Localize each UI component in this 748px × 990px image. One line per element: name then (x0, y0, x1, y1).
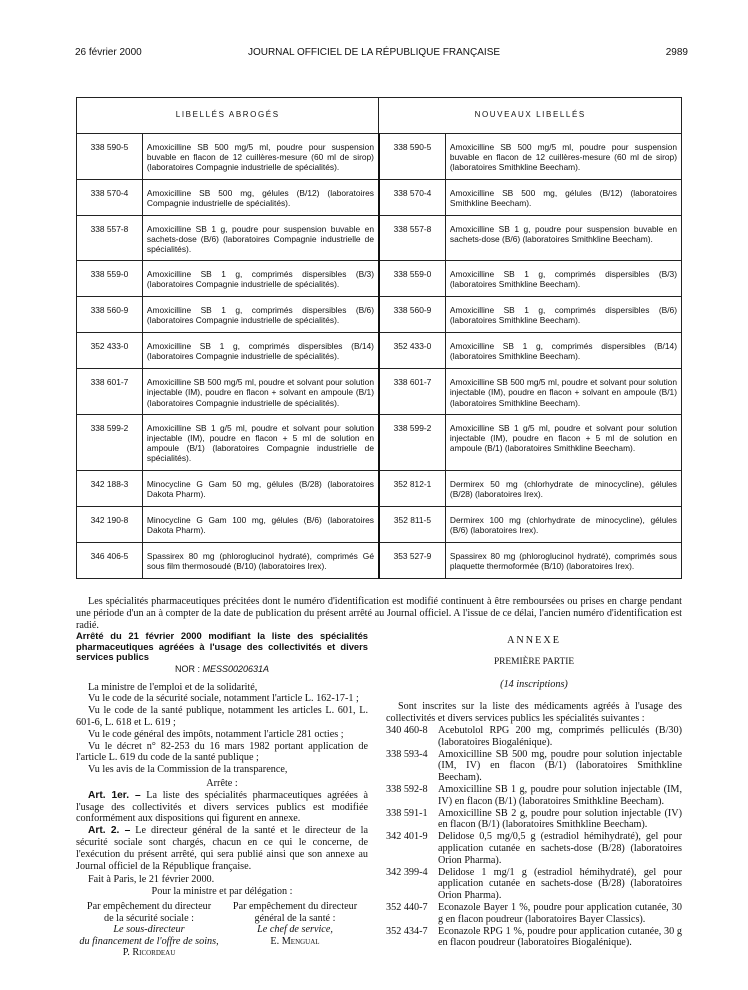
sign-left-line: Par empêchement du directeur (86, 900, 212, 912)
annexe-item-text: Amoxicilline SB 500 mg, poudre pour solution injectable (IM, IV) en flacon (B/1) (laboratoires Smithkline Beecham). (438, 748, 682, 784)
table-header-row (77, 98, 682, 134)
signature-right (222, 901, 368, 959)
old-label-cell: Amoxicilline SB 1 g, poudre pour suspension buvable en sachets-dose (B/6) (laboratoires Compagnie industrielle de spécialités). (142, 215, 379, 261)
arrete-column (76, 631, 368, 959)
new-label-cell: Spassirex 80 mg (phloroglucinol hydraté), comprimés sous plaquette thermoformée (B/10) (laboratoires Irex). (445, 542, 681, 578)
new-label-cell: Dermirex 50 mg (chlorhydrate de minocycline), gélules (B/28) (laboratoires Irex). (445, 470, 681, 506)
annexe-item-code: 340 460-8 (386, 724, 428, 736)
new-label-cell: Dermirex 100 mg (chlorhydrate de minocycline), gélules (B/6) (laboratoires Irex). (445, 506, 681, 542)
fait-a-paris: Fait à Paris, le 21 février 2000. (88, 874, 215, 886)
old-code-cell: 346 406-5 (77, 542, 143, 578)
arrete-visas (76, 682, 368, 776)
old-code-cell: 338 559-0 (77, 261, 143, 297)
visa-paragraph: La ministre de l'emploi et de la solidarité, (88, 681, 258, 693)
article-2-label: Art. 2. – (88, 825, 131, 837)
annexe-intro: Sont inscrites sur la liste des médicaments agréés à l'usage des collectivités et divers services publics les spécialités suivantes : (386, 701, 682, 725)
annexe-title: ANNEXE (507, 635, 561, 646)
new-code-cell: 352 433-0 (379, 333, 445, 369)
sign-right-line: Par empêchement du directeur (232, 900, 358, 912)
article-2-text: Le directeur général de la santé et le directeur de la sécurité sociale sont chargés, chacun en ce qui le concerne, de l'exécution du présent arrêté, qui sera publié ainsi que son annexe au Journal officiel de la République française. (76, 825, 368, 872)
old-label-cell: Amoxicilline SB 500 mg/5 ml, poudre pour suspension buvable en flacon de 12 cuillères-mesure (60 ml de sirop) (laboratoires Compagnie industrielle de spécialités). (142, 134, 379, 180)
table-row (77, 333, 682, 369)
old-code-cell: 342 190-8 (77, 506, 143, 542)
sign-right-line: général de la santé : (254, 912, 336, 924)
table-body (77, 134, 682, 579)
old-code-cell: 338 560-9 (77, 297, 143, 333)
annexe-item-text: Delidose 1 mg/1 g (estradiol hémihydraté), gel pour application cutanée en sachets-dose (B/28) (laboratoires Orion Pharma). (438, 866, 682, 902)
annexe-item-text: Acebutolol RPG 200 mg, comprimés pelliculés (B/30) (laboratoires Biogalénique). (438, 724, 682, 748)
annexe-item-code: 338 592-8 (386, 783, 428, 795)
visa-paragraph: Vu le code de la sécurité sociale, notamment l'article L. 162-17-1 ; (88, 693, 359, 705)
visa-paragraph: Vu le code de la santé publique, notamment les articles L. 601, L. 601-6, L. 618 et L. 619 ; (76, 705, 368, 728)
annexe-item-text: Amoxicilline SB 1 g, poudre pour solution injectable (IM, IV) en flacon (B/1) (laboratoires Smithkline Beecham). (438, 783, 682, 807)
annexe-item-text: Amoxicilline SB 2 g, poudre pour solution injectable (IV) en flacon (B/1) (laboratoires Smithkline Beecham). (438, 807, 682, 831)
annexe-inscriptions-count: (14 inscriptions) (500, 678, 568, 690)
new-code-cell: 338 601-7 (379, 369, 445, 415)
annexe-item-code: 338 591-1 (386, 807, 428, 819)
new-code-cell: 338 557-8 (379, 215, 445, 261)
annexe-column (386, 631, 682, 949)
signatures (76, 901, 368, 959)
delegation-line: Pour la ministre et par délégation : (151, 886, 293, 898)
new-code-cell: 338 599-2 (379, 414, 445, 470)
new-label-cell: Amoxicilline SB 500 mg, gélules (B/12) (laboratoires Smithkline Beecham). (445, 179, 681, 215)
annexe-item-code: 342 399-4 (386, 866, 428, 878)
sign-left-name: P. Ricordeau (122, 947, 176, 959)
old-code-cell: 338 570-4 (77, 179, 143, 215)
visa-paragraph: Vu le décret n° 82-253 du 16 mars 1982 portant application de l'article L. 619 du code de la santé publique ; (76, 740, 368, 764)
old-label-cell: Amoxicilline SB 500 mg/5 ml, poudre et solvant pour solution injectable (IM), poudre en flacon + solvant en ampoule (B/1) (laboratoires Compagnie industrielle de spécialités). (142, 369, 379, 415)
nor-label: NOR : (174, 663, 200, 674)
annexe-item (386, 926, 682, 950)
annexe-item (386, 808, 682, 832)
sign-left-line: Le sous-directeur (113, 924, 185, 936)
table-row (77, 414, 682, 470)
header-journal-title: JOURNAL OFFICIEL DE LA RÉPUBLIQUE FRANÇAISE (247, 47, 501, 58)
annexe-item-text: Delidose 0,5 mg/0,5 g (estradiol hémihydraté), gel pour application cutanée en sachets-dose (B/28) (laboratoires Orion Pharma). (438, 831, 682, 866)
new-label-cell: Amoxicilline SB 500 mg/5 ml, poudre pour suspension buvable en flacon de 12 cuillères-mesure (60 ml de sirop) (laboratoires Smithkline Beecham). (445, 134, 681, 180)
arrete-title: Arrêté du 21 février 2000 modifiant la liste des spécialités pharmaceutiques agréées à l'usage des collectivités et divers services publics (76, 630, 368, 663)
old-code-cell: 338 599-2 (77, 414, 143, 470)
left-column-header: LIBELLÉS ABROGÉS (77, 98, 379, 134)
table-row (77, 297, 682, 333)
annexe-item (386, 831, 682, 866)
article-1-label: Art. 1er. – (88, 789, 141, 801)
article-1 (76, 790, 368, 825)
table-row (77, 542, 682, 578)
signature-left (76, 901, 222, 959)
old-label-cell: Spassirex 80 mg (phloroglucinol hydraté), comprimés Gé sous film thermosoudé (B/10) (laboratoires Irex). (142, 542, 379, 578)
new-code-cell: 338 590-5 (379, 134, 445, 180)
article-2 (76, 825, 368, 872)
right-column-header: NOUVEAUX LIBELLÉS (379, 98, 682, 134)
annexe-item (386, 867, 682, 902)
table-row (77, 134, 682, 180)
old-label-cell: Amoxicilline SB 1 g, comprimés dispersibles (B/14) (laboratoires Compagnie industrielle de spécialités). (142, 333, 379, 369)
article-1-text: La liste des spécialités pharmaceutiques agréées à l'usage des collectivités et divers services publics est modifiée conformément aux dispositions qui figurent en annexe. (76, 789, 369, 825)
table-row (77, 261, 682, 297)
annexe-item-code: 342 401-9 (386, 831, 428, 843)
table-row (77, 506, 682, 542)
new-code-cell: 338 559-0 (379, 261, 445, 297)
annexe-item-code: 352 440-7 (386, 901, 428, 913)
table-row (77, 470, 682, 506)
header-date: 26 février 2000 (75, 47, 142, 58)
annexe-items (386, 725, 682, 949)
old-code-cell: 352 433-0 (77, 333, 143, 369)
old-label-cell: Amoxicilline SB 1 g, comprimés dispersibles (B/6) (laboratoires Compagnie industrielle de spécialités). (142, 297, 379, 333)
old-label-cell: Minocycline G Gam 50 mg, gélules (B/28) (laboratoires Dakota Pharm). (142, 470, 379, 506)
visa-paragraph: Vu le code général des impôts, notamment l'article 281 octies ; (88, 728, 344, 740)
header-page-number: 2989 (665, 47, 688, 58)
new-code-cell: 338 560-9 (379, 297, 445, 333)
transition-note: Les spécialités pharmaceutiques précitées dont le numéro d'identification est modifié continuent à être remboursées ou prises en charge pendant une période d'un an à compter de la date de publication du présent arrêté au Journal officiel. A l'issue de ce délai, l'ancien numéro d'identification est radié. (76, 596, 682, 631)
amendment-table (76, 97, 682, 579)
old-code-cell: 342 188-3 (77, 470, 143, 506)
new-label-cell: Amoxicilline SB 1 g/5 ml, poudre et solvant pour solution injectable (IM), poudre en flacon + 5 ml de solution en ampoule (B/1) (laboratoires Smithkline Beecham). (445, 414, 681, 470)
annexe-item-code: 338 593-4 (386, 748, 428, 760)
old-label-cell: Amoxicilline SB 500 mg, gélules (B/12) (laboratoires Compagnie industrielle de spécialités). (142, 179, 379, 215)
old-code-cell: 338 601-7 (77, 369, 143, 415)
annexe-item-code: 352 434-7 (386, 925, 428, 937)
new-code-cell: 352 811-5 (379, 506, 445, 542)
new-label-cell: Amoxicilline SB 500 mg/5 ml, poudre et solvant pour solution injectable (IM), poudre en flacon + solvant en ampoule (B/1) (laboratoires Smithkline Beecham). (445, 369, 681, 415)
annexe-item (386, 784, 682, 808)
new-label-cell: Amoxicilline SB 1 g, comprimés dispersibles (B/6) (laboratoires Smithkline Beecham). (445, 297, 681, 333)
table-row (77, 369, 682, 415)
old-code-cell: 338 557-8 (77, 215, 143, 261)
new-label-cell: Amoxicilline SB 1 g, comprimés dispersibles (B/14) (laboratoires Smithkline Beecham). (445, 333, 681, 369)
sign-right-name: E. Mengual (270, 935, 320, 947)
annexe-item-text: Econazole Bayer 1 %, poudre pour application cutanée, 30 g en flacon poudreur (laboratoires Bayer Classics). (438, 901, 682, 925)
sign-right-line: Le chef de service, (257, 924, 333, 936)
visa-paragraph: Vu les avis de la Commission de la transparence, (88, 764, 288, 776)
annexe-item (386, 749, 682, 784)
sign-left-line: du financement de l'offre de soins, (79, 935, 219, 947)
nor-code: MESS0020631A (202, 663, 270, 674)
nor-reference (76, 664, 368, 676)
old-code-cell: 338 590-5 (77, 134, 143, 180)
new-code-cell: 353 527-9 (379, 542, 445, 578)
table-row (77, 215, 682, 261)
new-code-cell: 338 570-4 (379, 179, 445, 215)
new-label-cell: Amoxicilline SB 1 g, poudre pour suspension buvable en sachets-dose (B/6) (laboratoires Smithkline Beecham). (445, 215, 681, 261)
arrete-word: Arrête : (206, 777, 238, 789)
annexe-item (386, 725, 682, 749)
new-code-cell: 352 812-1 (379, 470, 445, 506)
annexe-item-text: Econazole RPG 1 %, poudre pour application cutanée, 30 g en flacon poudreur (laboratoires Biogalénique). (438, 925, 682, 949)
old-label-cell: Amoxicilline SB 1 g/5 ml, poudre et solvant pour solution injectable (IM), poudre en flacon + 5 ml de solution en ampoule (B/1) (laboratoires Compagnie industrielle de spécialités). (142, 414, 379, 470)
old-label-cell: Minocycline G Gam 100 mg, gélules (B/6) (laboratoires Dakota Pharm). (142, 506, 379, 542)
sign-left-line: de la sécurité sociale : (104, 912, 194, 924)
annexe-item (386, 902, 682, 926)
new-label-cell: Amoxicilline SB 1 g, comprimés dispersibles (B/3) (laboratoires Smithkline Beecham). (445, 261, 681, 297)
table-row (77, 179, 682, 215)
old-label-cell: Amoxicilline SB 1 g, comprimés dispersibles (B/3) (laboratoires Compagnie industrielle de spécialités). (142, 261, 379, 297)
annexe-partie: PREMIÈRE PARTIE (493, 656, 575, 667)
